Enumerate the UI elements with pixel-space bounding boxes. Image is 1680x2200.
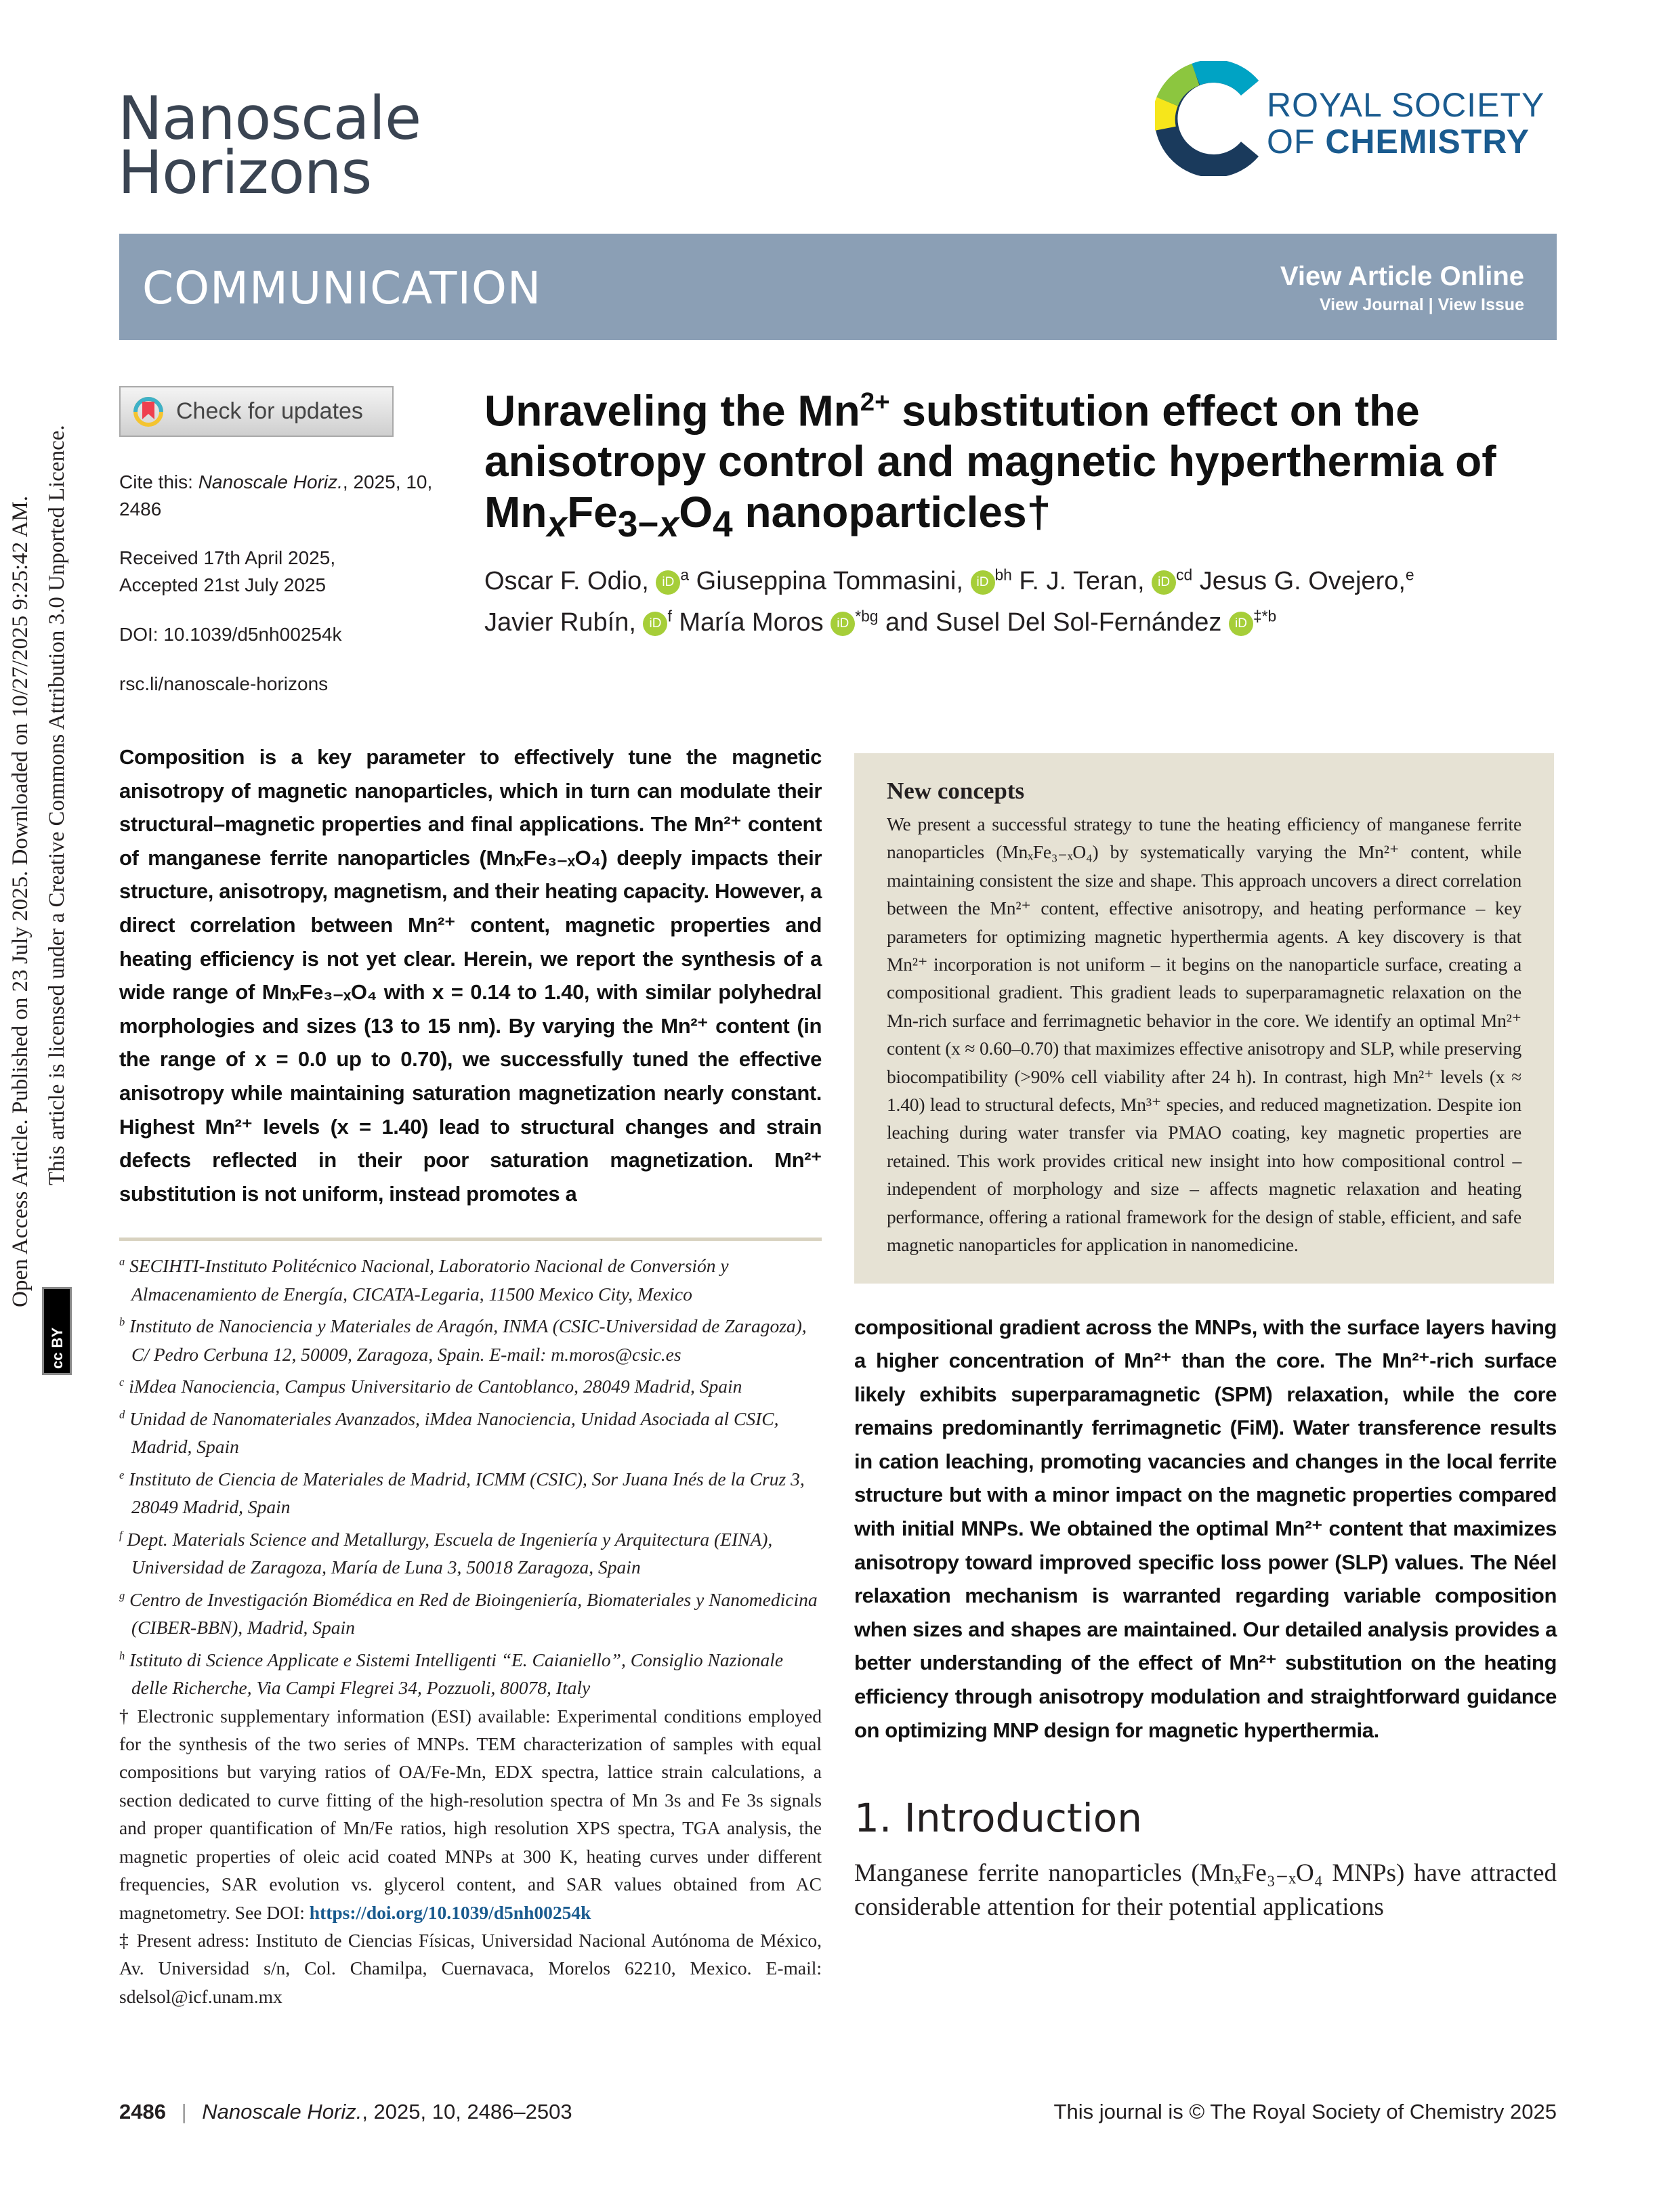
author-name: and Susel Del Sol-Fernández [885, 608, 1222, 637]
article-type-banner [119, 234, 1557, 340]
doi[interactable]: DOI: 10.1039/d5nh00254k [119, 624, 342, 645]
orcid-icon[interactable]: iD [643, 612, 667, 636]
affiliation [119, 1582, 822, 1642]
publisher-line1: ROYAL SOCIETY [1267, 86, 1545, 124]
footer-separator: | [181, 2100, 187, 2123]
t7: x [658, 505, 679, 545]
citation [119, 469, 458, 523]
t1: Unraveling the Mn [484, 386, 860, 436]
orcid-icon[interactable]: iD [971, 570, 995, 595]
author-name: Javier Rubín, [484, 608, 636, 637]
t8: O [679, 488, 713, 537]
view-journal-link[interactable]: View Journal [1319, 295, 1424, 314]
page-number: 2486 [119, 2100, 166, 2123]
abstract: Composition is a key parameter to effectively tune the magnetic anisotropy of magnetic nanoparticles, which in turn can modulate their structural–magnetic properties and final applications. The Mn²⁺ content of manganese ferrite nanoparticles (MnₓFe₃₋ₓO₄) deeply impacts their structure, anisotropy, magnetism, and their heating capacity. However, a direct correlation between Mn²⁺ content, magnetic properties and heating efficiency is not yet clear. Herein, we report the synthesis of a wide range of MnₓFe₃₋ₓO₄ with x = 0.14 to 1.40, with similar polyhedral morphologies and sizes (13 to 15 nm). By varying the Mn²⁺ content (in the range of x = 0.0 up to 0.70), we successfully tuned the effective anisotropy while maintaining saturation magnetization nearly constant. Highest Mn²⁺ levels (x = 1.40) lead to structural changes and strain defects reflected in their poor saturation magnetization. Mn²⁺ substitution is not uniform, instead promotes a [119, 745, 822, 1206]
author-affiliation: *bg [855, 607, 879, 625]
affiliation-key: f [119, 1528, 123, 1542]
new-concepts-text: We present a successful strategy to tune the heating efficiency of manganese ferrite nanoparticles (MnₓFe₃₋ₓO₄) by systematically varying the Mn²⁺ content, while maintaining consistent the size and shape. This approach uncovers a direct correlation between the Mn²⁺ content, effective anisotropy, and heating performance – key parameters for optimizing magnetic hyperthermia agents. A key discovery is that Mn²⁺ incorporation is not uniform – it begins on the nanoparticle surface, creating a compositional gradient. This gradient leads to superparamagnetic relaxation on the Mn-rich surface and ferrimagnetic behavior in the core. We identify an optimal Mn²⁺ content (x ≈ 0.60–0.70) that maximizes effective anisotropy and SLP, while preserving biocompatibility (>90% cell viability after 24 h). In contrast, high Mn²⁺ levels (x ≈ 1.40) lead to structural defects, Mn³⁺ species, and reduced magnetization. Despite ion leaching during water transfer via PMAO coating, key magnetic properties are retained. This work provides critical new insight into how compositional control – independent of morphology and size – affects magnetic relaxation and heating performance, offering a rational framework for the design of stable, efficient, and safe magnetic nanoparticles for application in nanomedicine. [887, 813, 1521, 1256]
journal-name-line2: Horizons [118, 138, 372, 207]
t4: x [547, 505, 568, 545]
footer-journal: Nanoscale Horiz. [202, 2100, 362, 2123]
author-affiliation: f [667, 607, 672, 625]
affiliation-key: a [119, 1255, 125, 1269]
author [679, 608, 878, 637]
t9: 4 [713, 505, 733, 545]
author [696, 567, 1012, 595]
author-affiliation: ‡*b [1253, 607, 1277, 625]
cite-journal: Nanoscale Horiz. [198, 471, 343, 492]
affiliation [119, 1461, 822, 1521]
accepted-date: Accepted 21st July 2025 [119, 574, 327, 595]
esi-text: † Electronic supplementary information (ESI) available: Experimental conditions employed for the synthesis of the two series of MNPs. TEM characterization of samples with equal compositions but varying ratios of OA/Fe-Mn, EDX spectra, lattice strain calculations, a section dedicated to curve fitting of the high-resolution spectra of Mn 3s and Fe 3s signals and proper quantification of Mn/Fe ratios, high resolution XPS spectra, TGA analysis, the magnetic properties of oleic acid coated MNPs at 300 K, heating curves under different frequencies, SAR evolution vs. glycerol content, and SAR values obtained from AC magnetometry. See DOI: [119, 1705, 822, 1923]
affiliation-text: SECIHTI-Instituto Politécnico Nacional, Laboratorio Nacional de Conversión y Almacenamiento de Energía, CICATA-Legaria, 11500 Mexico City, Mexico [129, 1255, 729, 1305]
affiliation [119, 1308, 822, 1368]
introduction-heading: 1. Introduction [854, 1795, 1143, 1842]
article-title [484, 377, 1568, 550]
author-name: F. J. Teran, [1019, 566, 1145, 595]
view-issue-link[interactable]: View Issue [1437, 295, 1524, 314]
left-column [119, 740, 822, 2010]
copyright: This journal is © The Royal Society of Chemistry 2025 [1053, 2100, 1557, 2123]
rsc-c-logo-icon [1155, 61, 1263, 176]
received-date: Received 17th April 2025, [119, 547, 336, 568]
crossmark-icon [133, 395, 164, 429]
affiliation-text: Instituto de Ciencia de Materiales de Madrid, ICMM (CSIC), Sor Juana Inés de la Cruz 3, 28049 Madrid, Spain [129, 1468, 805, 1518]
cc-by-badge-label: cc BY [49, 1327, 66, 1369]
introduction-text: Manganese ferrite nanoparticles (MnₓFe₃₋ₓO₄ MNPs) have attracted considerable attention for their potential applications [854, 1859, 1557, 1921]
affiliation-text: Centro de Investigación Biomédica en Red de Bioingeniería, Biomateriales y Nanomedicina (CIBER-BBN), Madrid, Spain [129, 1588, 818, 1638]
author-name: Giuseppina Tommasini, [696, 566, 963, 595]
footnotes [119, 1248, 822, 2010]
author-name: Jesus G. Ovejero, [1199, 566, 1406, 595]
affiliation [119, 1368, 822, 1401]
esi-doi-link[interactable]: https://doi.org/10.1039/d5nh00254k [309, 1901, 591, 1923]
author-affiliation: cd [1176, 566, 1193, 583]
affiliation-key: e [119, 1468, 125, 1481]
author [484, 608, 672, 637]
orcid-icon[interactable]: iD [656, 570, 680, 595]
journal-name-line1: Nanoscale [118, 83, 421, 153]
footnote-divider [119, 1238, 822, 1241]
affiliation-text: Dept. Materials Science and Metallurgy, Escuela de Ingeniería y Arquitectura (EINA), Universidad de Zaragoza, María de Luna 3, 50018 Zaragoza, Spain [127, 1528, 773, 1578]
article-type: COMMUNICATION [142, 262, 542, 314]
banner-links [1280, 259, 1524, 316]
affiliation [119, 1401, 822, 1461]
view-article-online-link[interactable]: View Article Online [1280, 261, 1524, 291]
new-concepts-heading: New concepts [887, 778, 1025, 804]
author-affiliation: bh [994, 566, 1012, 583]
page-footer [119, 2100, 1557, 2124]
license-sidebar [0, 0, 41, 1422]
cite-details: , 2025, 10, 2486 [119, 471, 433, 520]
author [1200, 567, 1414, 595]
t2: 2+ [860, 387, 890, 417]
cc-by-badge-icon[interactable] [42, 1287, 72, 1375]
publisher-of: OF [1267, 123, 1326, 161]
rsc-logo[interactable] [1155, 61, 1561, 176]
cite-label: Cite this: [119, 471, 198, 492]
author [885, 608, 1276, 637]
right-column [854, 753, 1557, 1924]
affiliation-text: Instituto de Nanociencia y Materiales de Aragón, INMA (CSIC-Universidad de Zaragoza), C/ Pedro Cerbuna 12, 50009, Zaragoza, Spain. E-mail: m.moros@csic.es [129, 1315, 807, 1365]
t5: Fe [567, 488, 618, 537]
affiliation-text: Istituto di Science Applicate e Sistemi Intelligenti “E. Caianiello”, Consiglio Nazionale delle Richerche, Via Campi Flegrei 34, Pozzuoli, 80078, Italy [129, 1649, 784, 1699]
author-name: María Moros [679, 608, 824, 637]
affiliation-key: b [119, 1315, 125, 1329]
orcid-icon[interactable]: iD [1229, 612, 1253, 636]
journal-name [118, 83, 421, 207]
affiliation [119, 1248, 822, 1308]
author-affiliation: a [680, 566, 690, 583]
author-affiliation: e [1405, 566, 1414, 583]
t10: nanoparticles† [732, 488, 1051, 537]
journal-link[interactable]: rsc.li/nanoscale-horizons [119, 673, 329, 694]
new-concepts-box [854, 753, 1554, 1284]
esi-note [119, 1702, 822, 1926]
check-for-updates-button[interactable] [119, 386, 394, 437]
author [484, 567, 689, 595]
footer-citation: , 2025, 10, 2486–2503 [362, 2100, 572, 2123]
present-address: ‡ Present adress: Instituto de Ciencias Físicas, Universidad Nacional Autónoma de México, Av. Universidad s/n, Col. Chamilpa, Cuernavaca, Morelos 62210, Mexico. E-mail: sdelsol@icf.unam.mx [119, 1929, 822, 2007]
author-list [484, 557, 1568, 640]
affiliation-text: Unidad de Nanomateriales Avanzados, iMdea Nanociencia, Unidad Asociada al CSIC, Madrid, Spain [129, 1408, 779, 1458]
affiliation-key: h [119, 1649, 125, 1662]
link-separator: | [1428, 295, 1433, 314]
affiliation-text: iMdea Nanociencia, Campus Universitario de Cantoblanco, 28049 Madrid, Spain [129, 1376, 742, 1397]
t6: 3− [617, 505, 659, 545]
affiliation-key: c [119, 1376, 125, 1389]
orcid-icon[interactable]: iD [831, 612, 855, 636]
open-access-notice: Open Access Article. Published on 23 July 2025. Downloaded on 10/27/2025 9:25:42 AM. [8, 495, 33, 1307]
license-notice[interactable]: This article is licensed under a Creative Commons Attribution 3.0 Unported Licence. [45, 425, 69, 1185]
check-for-updates-label: Check for updates [176, 398, 363, 424]
affiliation [119, 1642, 822, 1702]
author-name: Oscar F. Odio, [484, 566, 649, 595]
affiliation [119, 1521, 822, 1582]
t3: substitution effect on the anisotropy control and magnetic hyperthermia of Mn [484, 386, 1496, 537]
affiliation-key: d [119, 1408, 125, 1421]
abstract-continued: compositional gradient across the MNPs, with the surface layers having a higher concentration of Mn²⁺ than the core. The Mn²⁺-rich surface likely exhibits superparamagnetic (SPM) relaxation, while the core remains predominantly ferrimagnetic (FiM). Water transference results in cation leaching, promoting vacancies and changes in the local ferrite structure but with a minor impact on the magnetic properties compared with initial MNPs. We obtained the optimal Mn²⁺ content that maximizes anisotropy toward improved specific loss power (SLP) values. The Néel relaxation mechanism is warranted regarding variable composition when sizes and shapes are maintained. Our detailed analysis provides a better understanding of the effect of Mn²⁺ substitution on the heating efficiency through anisotropy modulation and straightforward guidance on optimizing MNP design for magnetic hyperthermia. [854, 1315, 1557, 1742]
author [1019, 567, 1192, 595]
publisher-chemistry: CHEMISTRY [1325, 123, 1530, 161]
orcid-icon[interactable]: iD [1152, 570, 1176, 595]
affiliation-key: g [119, 1588, 125, 1602]
